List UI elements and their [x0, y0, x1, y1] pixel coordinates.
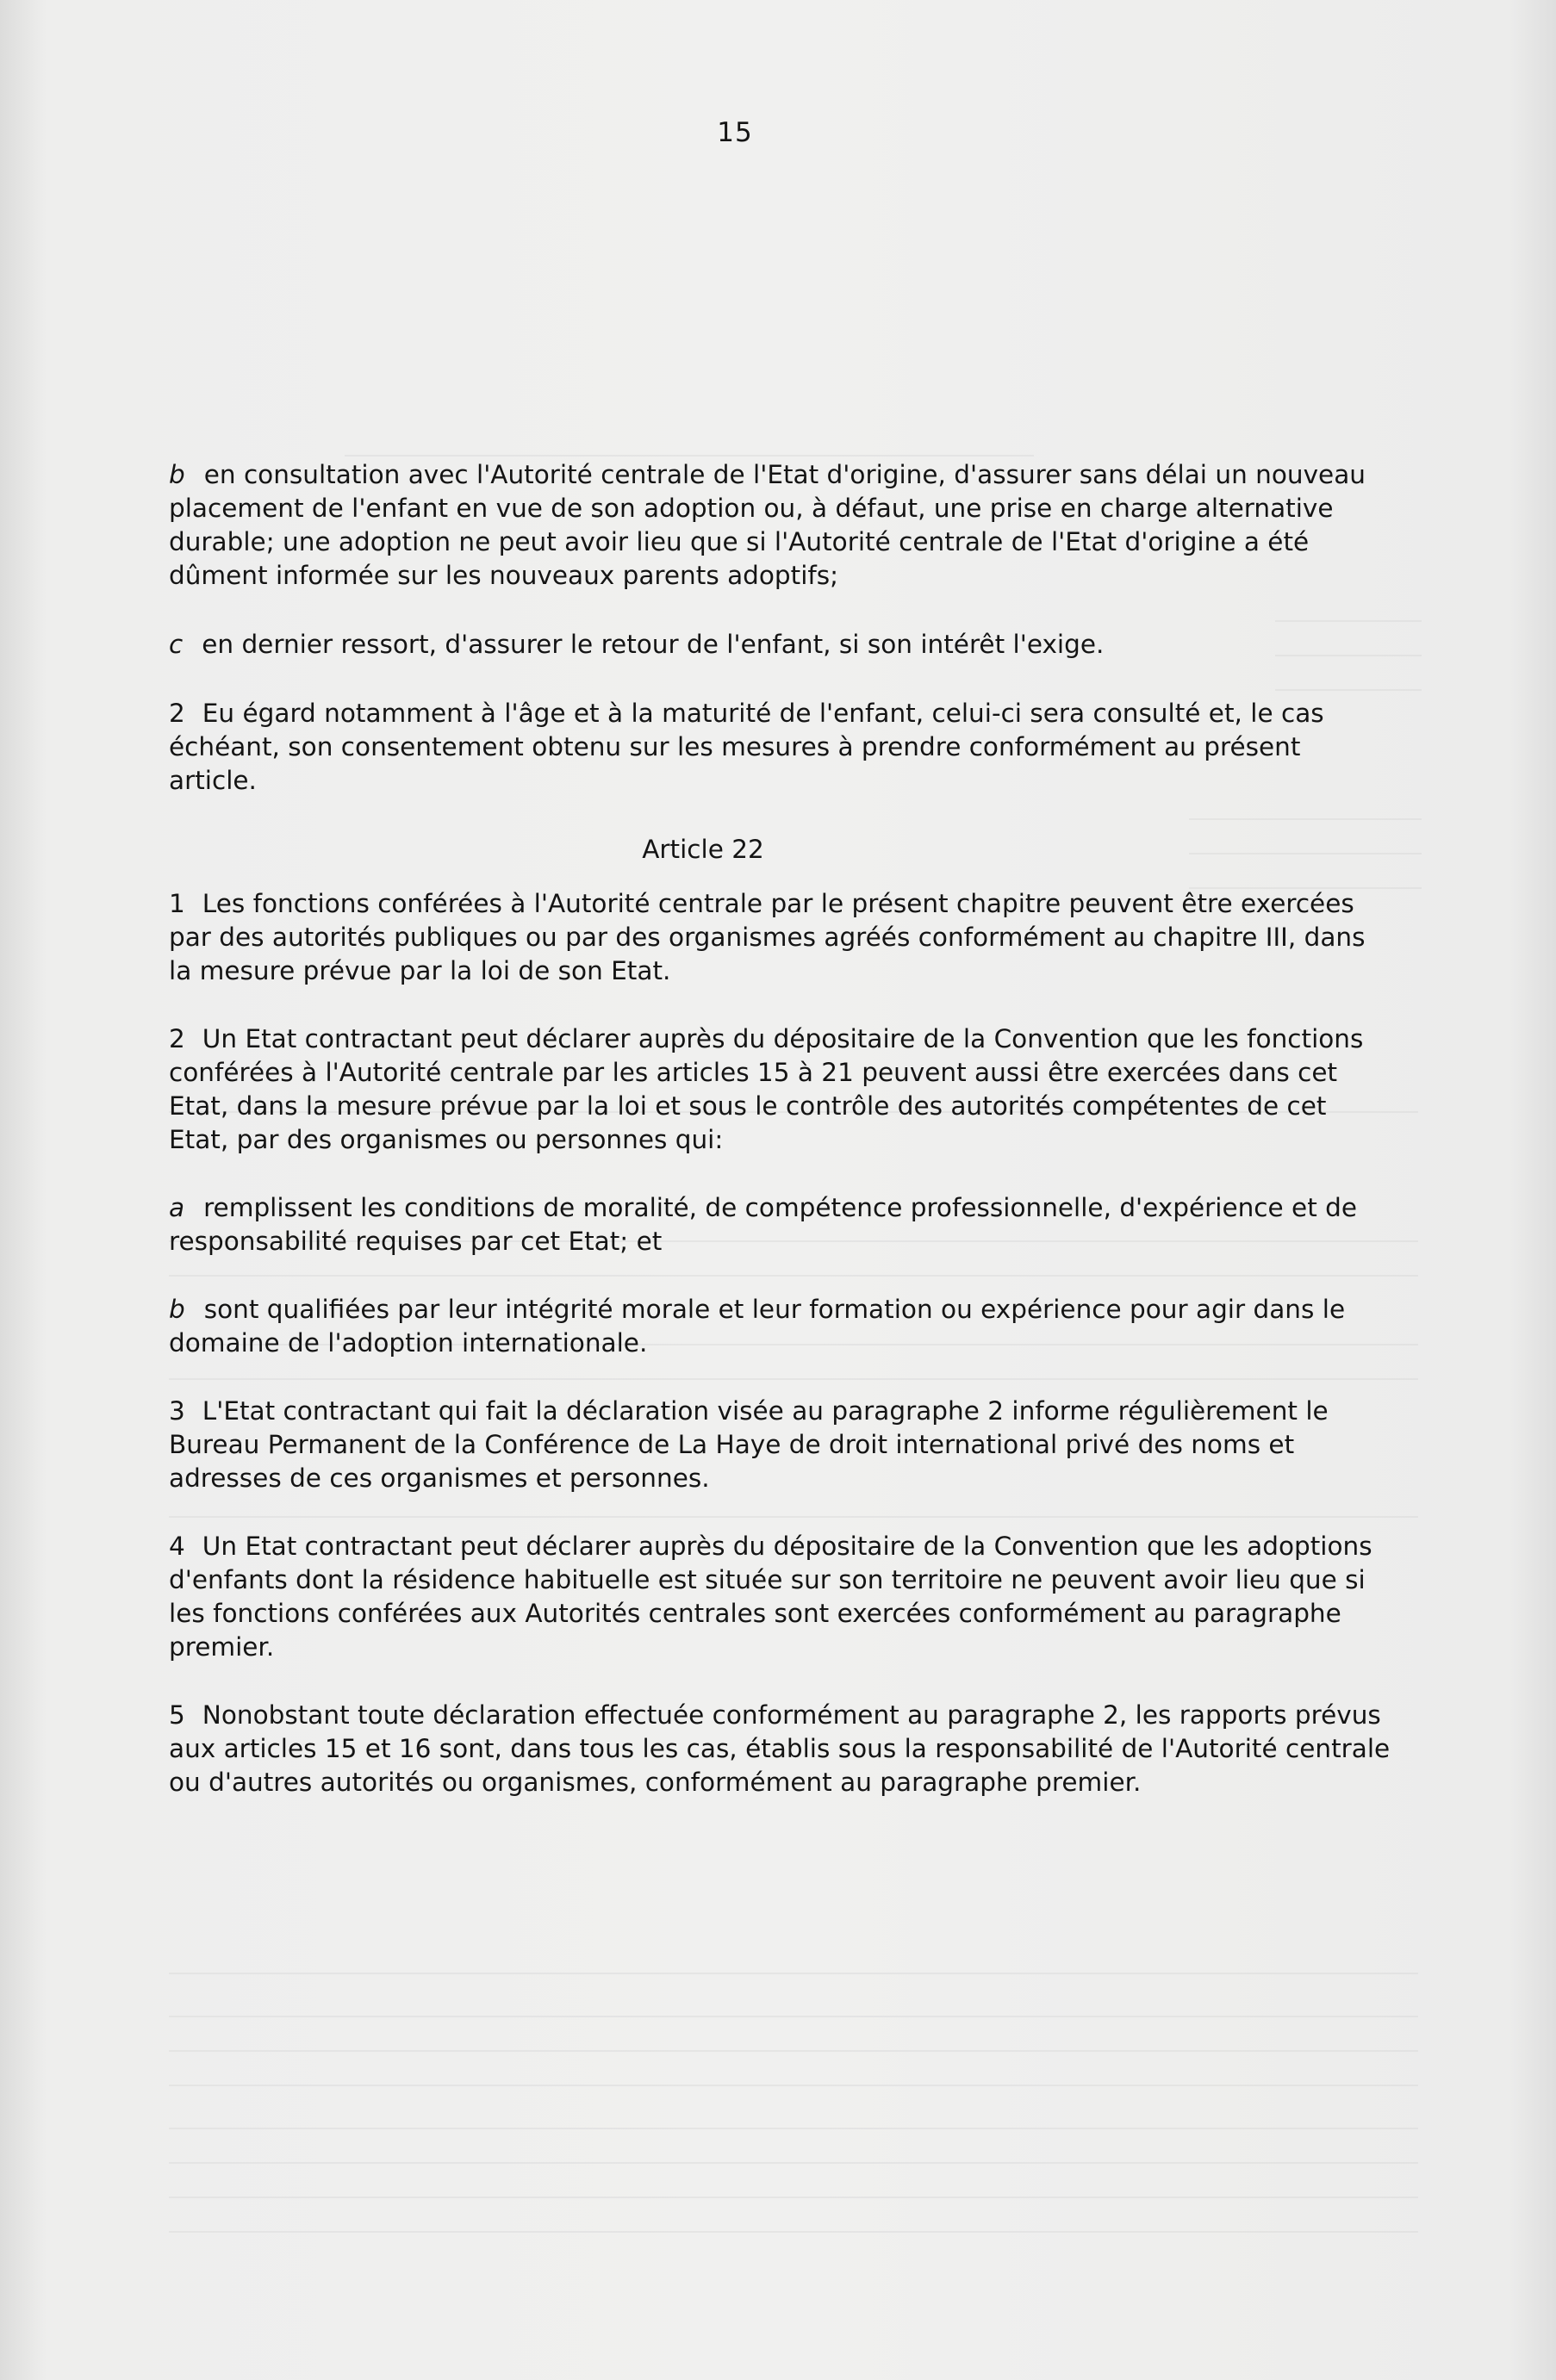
page-body: [169, 458, 1392, 1834]
paragraph-text: remplissent les conditions de moralité, de compétence professionnelle, d'expérience et de responsabilité requises par cet Etat; et: [169, 1193, 1358, 1256]
paragraph-text: Un Etat contractant peut déclarer auprès du dépositaire de la Convention que les fonctions conférées à l'Autorité centrale par les articles 15 à 21 peuvent aussi être exercées dans cet Etat, dans la mesure prévue par la loi et sous le contrôle des autorités compétentes de cet Etat, par des organismes ou personnes qui:: [169, 1024, 1364, 1154]
paragraph-text: en consultation avec l'Autorité centrale de l'Etat d'origine, d'assurer sans délai un nouveau placement de l'enfant en vue de son adoption ou, à défaut, une prise en charge alternative durable; une adoption ne peut avoir lieu que si l'Autorité centrale de l'Etat d'origine a été dûment informée sur les nouveaux parents adoptifs;: [169, 460, 1366, 590]
list-marker: a: [169, 1193, 185, 1222]
article-22-paragraph-1: [169, 887, 1392, 988]
article-22-paragraph-4: [169, 1530, 1392, 1664]
paragraph-text: Les fonctions conférées à l'Autorité centrale par le présent chapitre peuvent être exercées par des autorités publiques ou par des organismes agréés conformément au chapitre III, dans la mesure prévue par la loi de son Etat.: [169, 889, 1366, 985]
paragraph-text: Nonobstant toute déclaration effectuée conformément au paragraphe 2, les rapports prévus aux articles 15 et 16 sont, dans tous les cas, établis sous la responsabilité de l'Autorité centrale ou d'autres autorités ou organismes, conformément au paragraphe premier.: [169, 1700, 1391, 1797]
article-22-item-a: [169, 1191, 1392, 1258]
paragraph-number: 3: [169, 1396, 185, 1426]
list-marker: c: [169, 630, 184, 659]
article-heading: Article 22: [642, 835, 764, 864]
paragraph-text: L'Etat contractant qui fait la déclaration visée au paragraphe 2 informe régulièrement le Bureau Permanent de la Conférence de La Haye de droit international privé des noms et adresses de ces organismes et personnes.: [169, 1396, 1329, 1493]
article-22-paragraph-2: [169, 1022, 1392, 1157]
article-22-item-b: [169, 1293, 1392, 1360]
paragraph-number: 1: [169, 889, 185, 918]
list-marker: b: [169, 1295, 185, 1324]
paragraph-text: sont qualifiées par leur intégrité morale et leur formation ou expérience pour agir dans le domaine de l'adoption internationale.: [169, 1295, 1346, 1358]
paragraph-c-return-child: [169, 628, 1392, 662]
paragraph-number: 4: [169, 1532, 185, 1561]
list-marker: b: [169, 460, 185, 489]
paragraph-b-alternative-placement: [169, 458, 1392, 593]
paragraph-number: 2: [169, 1024, 185, 1053]
paragraph-text: Un Etat contractant peut déclarer auprès du dépositaire de la Convention que les adoptions d'enfants dont la résidence habituelle est située sur son territoire ne peuvent avoir lieu que si les fonctions conférées aux Autorités centrales sont exercées conformément au paragraphe premier.: [169, 1532, 1372, 1662]
paragraph-number: 2: [169, 699, 185, 728]
paragraph-number: 5: [169, 1700, 185, 1730]
page-number: 15: [717, 117, 753, 148]
paragraph-2-child-consultation: [169, 697, 1392, 798]
article-22-paragraph-5: [169, 1699, 1392, 1799]
paragraph-text: Eu égard notamment à l'âge et à la maturité de l'enfant, celui-ci sera consulté et, le cas échéant, son consentement obtenu sur les mesures à prendre conformément au présent article.: [169, 699, 1324, 795]
paragraph-text: en dernier ressort, d'assurer le retour de l'enfant, si son intérêt l'exige.: [202, 630, 1105, 659]
article-22-paragraph-3: [169, 1395, 1392, 1495]
